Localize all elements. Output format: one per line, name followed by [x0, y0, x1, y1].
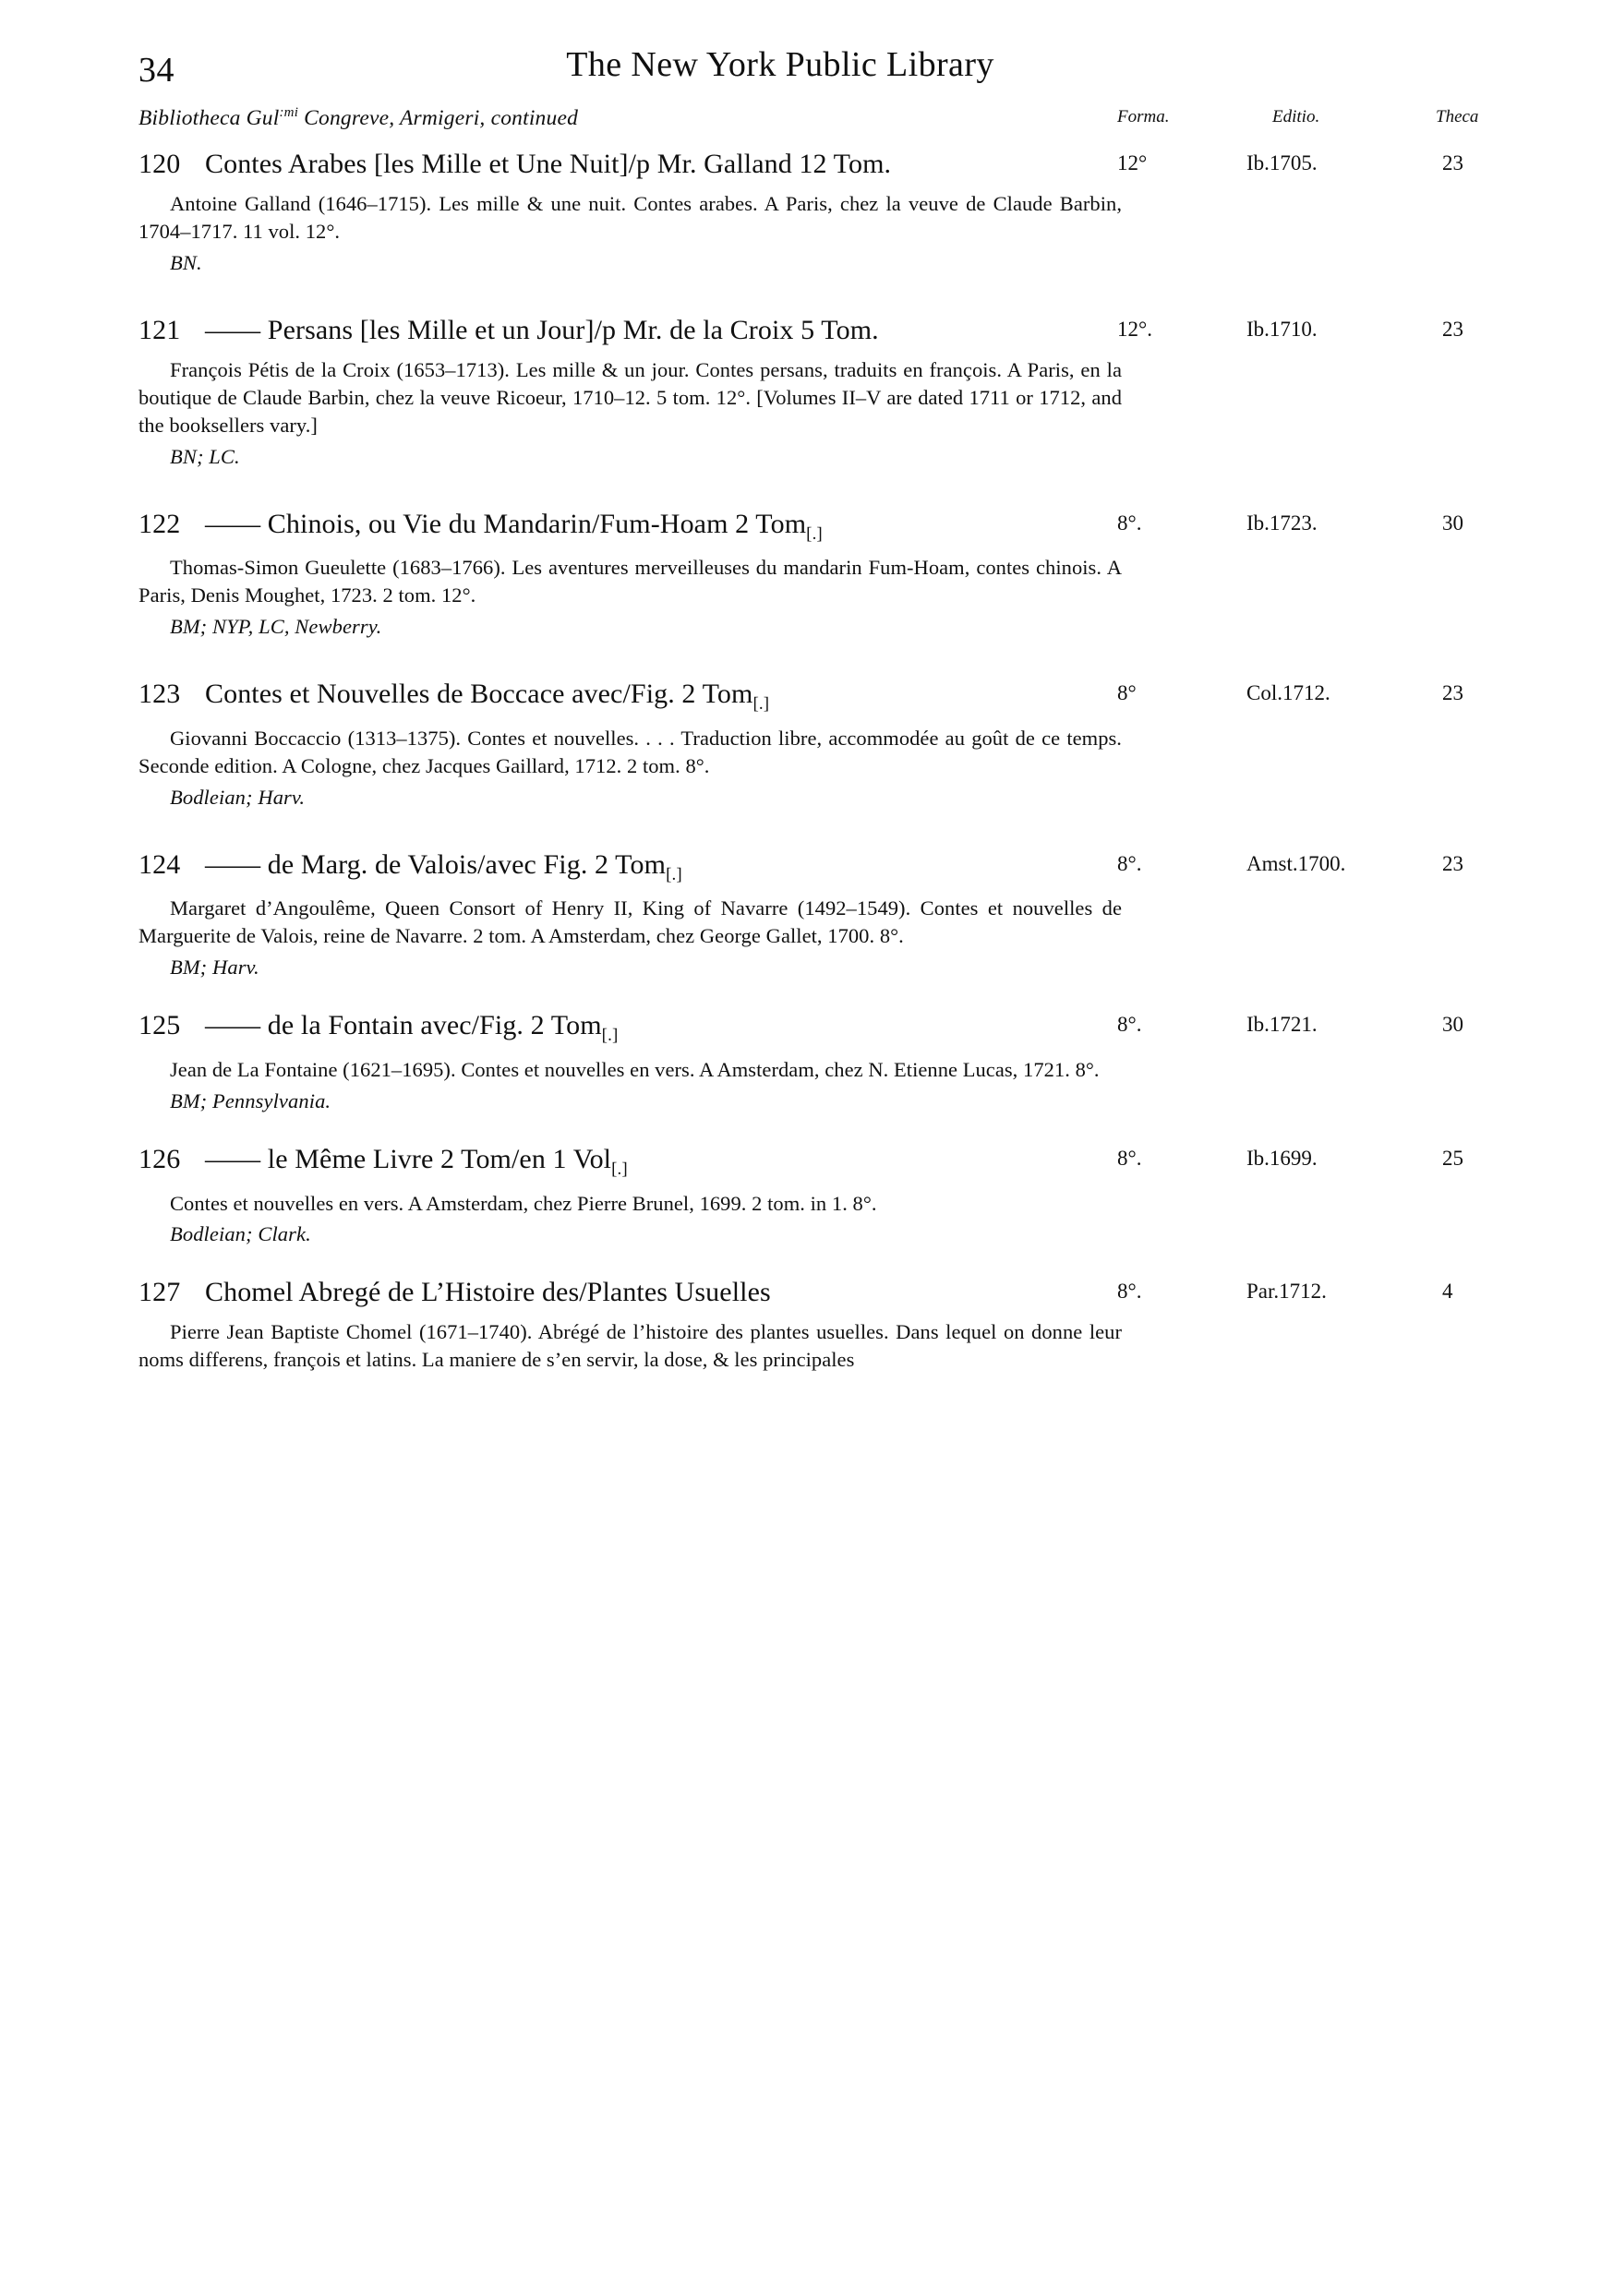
catalog-entry — [138, 1007, 1542, 1113]
continued-caption — [138, 105, 578, 131]
running-title: The New York Public Library — [566, 45, 994, 84]
entry-columns — [1117, 511, 1542, 539]
entry-editio: Ib.1721. — [1246, 1013, 1318, 1037]
catalog-entry — [138, 312, 1542, 469]
entry-theca: 30 — [1442, 511, 1463, 535]
entry-theca: 4 — [1442, 1280, 1453, 1304]
entry-title-bracket: [.] — [806, 523, 823, 544]
entry-title-line — [138, 146, 1122, 182]
catalog-entry — [138, 1141, 1542, 1247]
entry-forma: 8°. — [1117, 1280, 1142, 1304]
entry-title-line — [138, 1007, 1122, 1048]
continued-rest: Congreve, Armigeri, continued — [298, 105, 579, 130]
entry-body — [138, 506, 1122, 640]
entry-body — [138, 1274, 1122, 1374]
entry-locations: Bodleian; Harv. — [170, 785, 306, 809]
entry-body — [138, 312, 1122, 469]
entry-body — [138, 1141, 1122, 1247]
entry-number: 122 — [138, 508, 181, 539]
entry-editio: Col.1712. — [1246, 681, 1330, 705]
entry-title: —— de Marg. de Valois/avec Fig. 2 Tom — [205, 848, 667, 880]
entry-locations: BM; Harv. — [170, 956, 259, 980]
entry-title: —— de la Fontain avec/Fig. 2 Tom — [205, 1010, 602, 1041]
entry-body — [138, 1007, 1122, 1113]
entry-columns — [1117, 1013, 1542, 1040]
entry-number: 121 — [138, 314, 181, 345]
entry-theca: 23 — [1442, 681, 1463, 705]
entry-locations: BM; NYP, LC, Newberry. — [170, 615, 382, 639]
entry-columns — [1117, 1147, 1542, 1174]
entry-note: François Pétis de la Croix (1653–1713). Les mille & un jour. Contes persans, traduits en françois. A Paris, en la boutique de Claude Barbin, chez la veuve Ricoeur, 1710–12. 5 tom. 12°. [Volumes II–V are dated 1711 or 1712, and the booksellers vary.] — [138, 357, 1122, 437]
entry-locations: Bodleian; Clark. — [170, 1222, 311, 1246]
entry-title: Contes Arabes [les Mille et Une Nuit]/p Mr. Galland 12 Tom. — [205, 149, 892, 179]
entry-number: 126 — [138, 1143, 181, 1174]
entry-body — [138, 847, 1122, 980]
entry-number: 123 — [138, 679, 181, 710]
entry-title-bracket: [.] — [752, 694, 770, 715]
entry-title-bracket: [.] — [611, 1159, 628, 1179]
continued-prefix: Bibliotheca Gul — [138, 105, 280, 130]
entry-number: 125 — [138, 1010, 181, 1041]
entry-note: Margaret d’Angoulême, Queen Consort of Henry II, King of Navarre (1492–1549). Contes et nouvelles de Marguerite de Valois, reine de Navarre. 2 tom. A Amsterdam, chez George Gallet, 1700. 8°. — [138, 896, 1122, 948]
column-heading-theca: Theca — [1436, 107, 1479, 126]
entry-editio: Ib.1723. — [1246, 511, 1318, 535]
column-heading-editio: Editio. — [1272, 107, 1320, 126]
entry-columns — [1117, 1280, 1542, 1307]
catalog-entry — [138, 146, 1542, 275]
entry-forma: 8°. — [1117, 1013, 1142, 1037]
entry-theca: 23 — [1442, 151, 1463, 174]
entry-forma: 12°. — [1117, 317, 1152, 341]
entry-number: 127 — [138, 1277, 181, 1308]
entry-title-line — [138, 676, 1122, 716]
entry-note: Antoine Galland (1646–1715). Les mille & une nuit. Contes arabes. A Paris, chez la veuve de Claude Barbin, 1704–1717. 11 vol. 12°. — [138, 192, 1122, 243]
continued-superscript: :mi — [279, 105, 299, 120]
entry-title: —— Chinois, ou Vie du Mandarin/Fum-Hoam 2 Tom — [205, 508, 807, 539]
entry-forma: 8° — [1117, 681, 1137, 705]
entry-editio: Amst.1700. — [1246, 851, 1346, 875]
catalog-entry — [138, 506, 1542, 640]
entry-note: Pierre Jean Baptiste Chomel (1671–1740). Abrégé de l’histoire des plantes usuelles. Dans lequel on donne leur noms differens, françois et latins. La maniere de s’en servir, la dose, & les principales — [138, 1320, 1122, 1372]
catalog-entry — [138, 1274, 1542, 1374]
entry-title: —— Persans [les Mille et un Jour]/p Mr. de la Croix 5 Tom. — [205, 314, 879, 345]
entry-title: —— le Même Livre 2 Tom/en 1 Vol — [205, 1143, 612, 1174]
entry-columns — [1117, 151, 1542, 179]
entry-body — [138, 676, 1122, 810]
entry-title-line — [138, 506, 1122, 547]
entry-title-line — [138, 847, 1122, 887]
entry-forma: 8°. — [1117, 1146, 1142, 1170]
entry-note: Giovanni Boccaccio (1313–1375). Contes et nouvelles. . . . Traduction libre, accommodée au goût de ce temps. Seconde edition. A Cologne, chez Jacques Gaillard, 1712. 2 tom. 8°. — [138, 726, 1122, 777]
entry-editio: Ib.1699. — [1246, 1146, 1318, 1170]
entry-editio: Ib.1705. — [1246, 151, 1318, 174]
page-number: 34 — [138, 51, 175, 90]
entry-forma: 8°. — [1117, 511, 1142, 535]
entry-title-bracket: [.] — [666, 864, 682, 884]
entry-locations: BN; LC. — [170, 444, 240, 468]
entry-title-line — [138, 1141, 1122, 1182]
entry-body — [138, 146, 1122, 275]
entry-theca: 23 — [1442, 317, 1463, 341]
column-heading-forma: Forma. — [1117, 107, 1170, 126]
section-subheader — [138, 105, 1542, 146]
entry-columns — [1117, 681, 1542, 709]
entry-title: Contes et Nouvelles de Boccace avec/Fig. 2 Tom — [205, 679, 753, 710]
entry-number: 120 — [138, 149, 181, 179]
entry-forma: 12° — [1117, 151, 1148, 174]
entry-note: Jean de La Fontaine (1621–1695). Contes et nouvelles en vers. A Amsterdam, chez N. Etienne Lucas, 1721. 8°. — [170, 1057, 1100, 1081]
entry-locations: BN. — [170, 250, 202, 274]
catalog-entry — [138, 847, 1542, 980]
entry-locations: BM; Pennsylvania. — [170, 1088, 331, 1112]
entry-theca: 25 — [1442, 1146, 1463, 1170]
entry-theca: 30 — [1442, 1013, 1463, 1037]
entry-editio: Par.1712. — [1246, 1280, 1327, 1304]
entry-number: 124 — [138, 848, 181, 880]
entry-theca: 23 — [1442, 851, 1463, 875]
entry-title-line — [138, 1274, 1122, 1310]
entry-title-bracket: [.] — [601, 1026, 619, 1046]
entry-note: Contes et nouvelles en vers. A Amsterdam, chez Pierre Brunel, 1699. 2 tom. in 1. 8°. — [170, 1191, 877, 1215]
entry-title: Chomel Abregé de L’Histoire des/Plantes Usuelles — [205, 1277, 771, 1308]
page-content — [138, 44, 1542, 1387]
page-header — [138, 44, 1542, 105]
entry-columns — [1117, 852, 1542, 880]
entry-title-line — [138, 312, 1122, 348]
entry-forma: 8°. — [1117, 851, 1142, 875]
entry-columns — [1117, 318, 1542, 345]
catalog-entry — [138, 676, 1542, 810]
entry-note: Thomas-Simon Gueulette (1683–1766). Les aventures merveilleuses du mandarin Fum-Hoam, contes chinois. A Paris, Denis Moughet, 1723. 2 tom. 12°. — [138, 556, 1122, 607]
entry-editio: Ib.1710. — [1246, 317, 1318, 341]
